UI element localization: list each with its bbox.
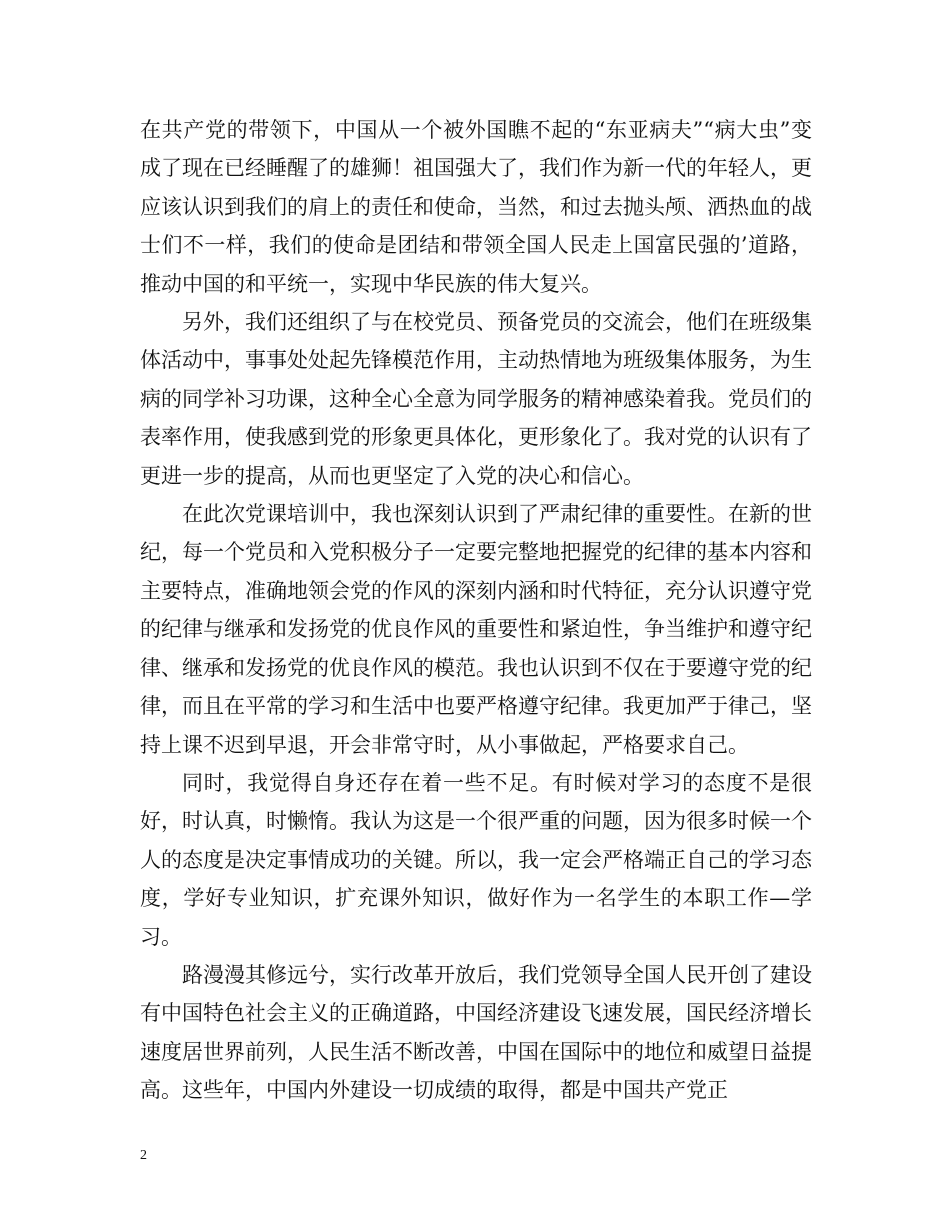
paragraph-5: 路漫漫其修远兮，实行改革开放后，我们党领导全国人民开创了建设有中国特色社会主义的正确道路，中国经济建设飞速发展，国民经济增长速度居世界前列，人民生活不断改善，中国在国际中的地位和威望日益提高。这些年，中国内外建设一切成绩的取得，都是中国共产党正 [140,962,812,1103]
paragraph-3: 在此次党课培训中，我也深刻认识到了严肃纪律的重要性。在新的世纪，每一个党员和入党积极分子一定要完整地把握党的纪律的基本内容和主要特点，准确地领会党的作风的深刻内涵和时代特征，充分认识遵守党的纪律与继承和发扬党的优良作风的重要性和紧迫性，争当维护和遵守纪律、继承和发扬党的优良作风的模范。我也认识到不仅在于要遵守党的纪律，而且在平常的学习和生活中也要严格遵守纪律。我更加严于律己，坚持上课不迟到早退，开会非常守时，从小事做起，严格要求自己。 [140,502,812,757]
paragraph-1: 在共产党的带领下，中国从一个被外国瞧不起的“东亚病夫”“病大虫”变成了现在已经睡醒了的雄狮！祖国强大了，我们作为新一代的年轻人，更应该认识到我们的肩上的责任和使命，当然，和过去抛头颅、洒热血的战士们不一样，我们的使命是团结和带领全国人民走上国富民强的’道路，推动中国的和平统一，实现中华民族的伟大复兴。 [140,118,812,296]
paragraph-4: 同时，我觉得自身还存在着一些不足。有时候对学习的态度不是很好，时认真，时懒惰。我认为这是一个很严重的问题，因为很多时候一个人的态度是决定事情成功的关键。所以，我一定会严格端正自己的学习态度，学好专业知识，扩充课外知识，做好作为一名学生的本职工作—学习。 [140,770,812,949]
body-text [140,111,812,1110]
paragraph-2: 另外，我们还组织了与在校党员、预备党员的交流会，他们在班级集体活动中，事事处处起先锋模范作用，主动热情地为班级集体服务，为生病的同学补习功课，这种全心全意为同学服务的精神感染着我。党员们的表率作用，使我感到党的形象更具体化，更形象化了。我对党的认识有了更进一步的提高，从而也更坚定了入党的决心和信心。 [140,310,812,488]
page-number: 2 [140,1148,147,1163]
